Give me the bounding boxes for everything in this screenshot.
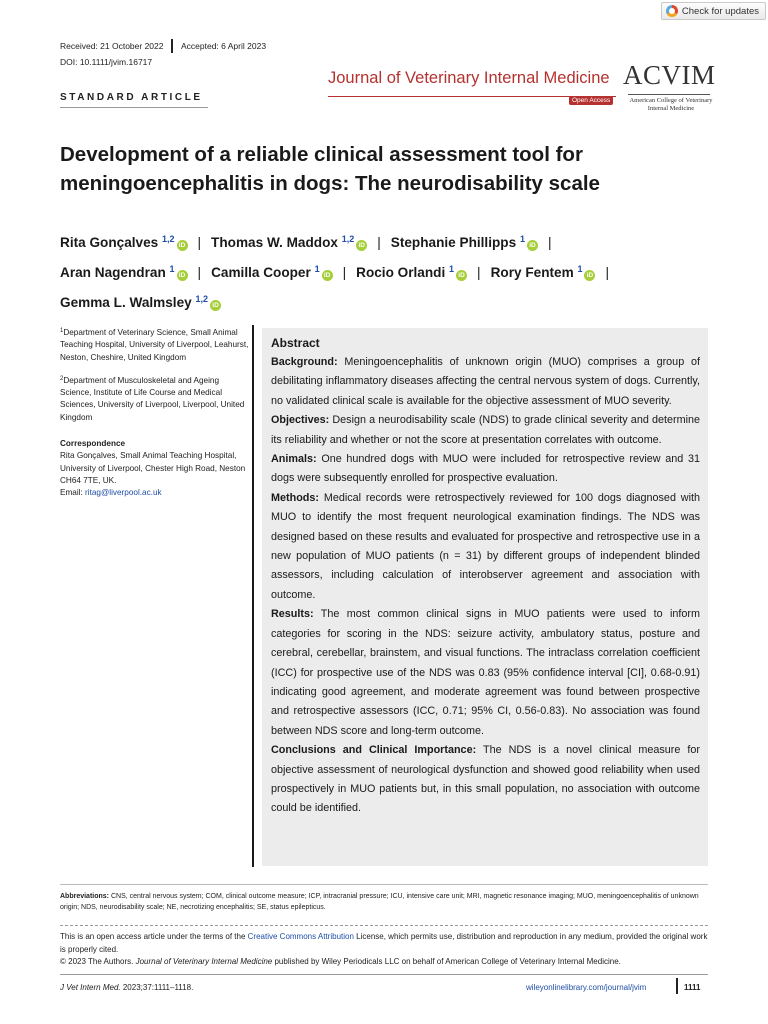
orcid-icon[interactable]: iD (177, 240, 188, 251)
author-separator: | (197, 235, 202, 250)
author-separator: | (197, 265, 202, 280)
article-type-rule (60, 107, 208, 108)
affiliation-marker[interactable]: 1 (519, 234, 525, 244)
abstract-section: Objectives: Design a neurodisability scale (NDS) to grade clinical severity and determine its reliability and whether or not the score at presentation correlates with outcome. (271, 414, 700, 446)
citation: J Vet Intern Med. 2023;37:1111–1118. (60, 983, 194, 992)
author[interactable]: Rocio Orlandi $^1$iD (356, 265, 467, 280)
orcid-icon[interactable]: iD (356, 240, 367, 251)
orcid-icon[interactable]: iD (527, 240, 538, 251)
article-title: Development of a reliable clinical assessment tool for meningoencephalitis in dogs: The neurodisability scale (60, 143, 600, 195)
abstract-section: Methods: Medical records were retrospectively reviewed for 100 dogs diagnosed with MUO to identify the most frequent neurological examination findings. The NDS was designed based on these results and evaluated for prospective and retrospective use in a new population of MUO patients (n = 31) by different groups of independent blinded assessors, including calculation of interobserver agreement and association with outcome. (271, 491, 700, 601)
author-separator: | (605, 265, 609, 280)
license-rule (60, 925, 708, 926)
author-separator: | (477, 265, 481, 280)
correspondence-heading: Correspondence (60, 439, 126, 449)
author-separator: | (377, 235, 381, 250)
author-separator: | (342, 265, 347, 280)
orcid-icon[interactable]: iD (177, 270, 188, 281)
crossmark-icon (666, 5, 678, 17)
acvim-logo: ACVIM (623, 60, 716, 90)
affiliation: $^2$Department of Musculoskeletal and Ageing Science, Institute of Life Course and Medical Sciences, University of Liverpool, Liverpool, United Kingdom (60, 375, 245, 422)
affiliation-marker[interactable]: 1 (169, 264, 175, 274)
journal-url-link[interactable]: wileyonlinelibrary.com/journal/jvim (526, 983, 647, 992)
page-number: 1111 (684, 983, 701, 992)
check-for-updates-button[interactable] (661, 2, 766, 20)
abstract-divider (252, 325, 254, 867)
author[interactable]: Rita Gonçalves $^{1,2}$iD (60, 235, 188, 250)
orcid-icon[interactable]: iD (210, 300, 221, 311)
accepted-date: Accepted: 6 April 2023 (180, 41, 267, 51)
affiliations-sidebar (60, 325, 250, 509)
footer-separator (676, 978, 678, 994)
author[interactable]: Rory Fentem $^1$iD (491, 265, 596, 280)
affiliation: $^1$Department of Veterinary Science, Small Animal Teaching Hospital, University of Liverpool, Leahurst, Neston, Cheshire, United Kingdom (60, 328, 249, 362)
author[interactable]: Camilla Cooper $^1$iD (211, 265, 333, 280)
email-label: Email: (60, 488, 86, 498)
acvim-logo-rule (628, 94, 710, 95)
open-access-badge: Open Access (569, 96, 613, 105)
article-dates (60, 39, 266, 53)
affiliation-marker[interactable]: 1,2 (341, 234, 355, 244)
correspondence (60, 438, 250, 499)
affiliation-marker[interactable]: 1 (449, 264, 455, 274)
author[interactable]: Aran Nagendran $^1$iD (60, 265, 188, 280)
author-list (60, 226, 720, 316)
abstract-section: Animals: One hundred dogs with MUO were included for retrospective review and 31 dogs were subsequently enrolled for prospective evaluation. (271, 453, 701, 485)
article-type: STANDARD ARTICLE (60, 92, 203, 103)
received-date: Received: 21 October 2022 (60, 41, 164, 51)
acvim-logo-subtitle: American College of Veterinary Internal Medicine (629, 97, 713, 112)
author-separator: | (547, 235, 552, 250)
footer-rule (60, 974, 708, 975)
affiliation-marker[interactable]: 1,2 (195, 294, 209, 304)
journal-name: Journal of Veterinary Internal Medicine (328, 69, 610, 87)
abstract (271, 334, 700, 819)
affiliation-marker[interactable]: 1 (314, 264, 320, 274)
author[interactable]: Stephanie Phillipps $^1$iD (391, 235, 538, 250)
author[interactable]: Gemma L. Walmsley $^{1,2}$iD (60, 295, 221, 310)
affiliation-marker[interactable]: 1,2 (162, 234, 175, 244)
doi: DOI: 10.1111/jvim.16717 (60, 57, 153, 67)
abstract-heading: Abstract (271, 336, 320, 350)
date-separator (171, 39, 173, 53)
license-link[interactable]: Creative Commons Attribution (247, 932, 354, 941)
abstract-section: Background: Meningoencephalitis of unknown origin (MUO) comprises a group of debilitating inflammatory diseases affecting the central nervous system of dogs. Currently, no validated clinical scale is available for the objective assessment of MUO severity. (271, 356, 700, 407)
affiliation-marker[interactable]: 1 (577, 264, 583, 274)
license: This is an open access article under the terms of the Creative Commons Attribution License, which permits use, distribution and reproduction in any medium, provided the original work is properly cited. © 2023 The Authors. Journal of Veterinary Internal Medicine published by Wiley Periodicals LLC on behalf of American College of Veterinary Internal Medicine. (60, 932, 708, 967)
email-link[interactable]: ritag@liverpool.ac.uk (85, 488, 162, 498)
abbreviations: Abbreviations: CNS, central nervous system; COM, clinical outcome measure; ICP, intracranial pressure; ICU, intensive care unit; MRI, magnetic resonance imaging; MUO, meningoencephalitis of unknown origin; NDS, neurodisability scale; NE, necrotizing encephalitis; SE, status epilepticus. (60, 893, 699, 911)
abstract-section: Conclusions and Clinical Importance: The NDS is a novel clinical measure for objective assessment of neurological dysfunction and showed good reliability when used prospectively in MUO patients but, in this small population, no association with outcome could be identified. (271, 744, 700, 815)
author[interactable]: Thomas W. Maddox $^{1,2}$iD (211, 235, 367, 250)
correspondence-address: Rita Gonçalves, Small Animal Teaching Hospital, University of Liverpool, Chester High Road, Neston CH64 7TE, UK. (60, 451, 246, 485)
orcid-icon[interactable]: iD (322, 270, 333, 281)
check-for-updates-label: Check for updates (681, 5, 759, 17)
orcid-icon[interactable]: iD (456, 270, 467, 281)
abstract-section: Results: The most common clinical signs in MUO patients were used to inform categories for scoring in the NDS: seizure activity, ambulatory status, posture and cerebral, cerebellar, brainstem, and visual functions. The intraclass correlation coefficient (ICC) for prospective use of the NDS was 0.83 (95% confidence interval [CI], 0.68-0.91) indicating good agreement, and moderate agreement was found between prospective and retrospective assessors (ICC, 0.71; 95% CI, 0.56-0.83). No association was found between NDS score and long-term outcome. (271, 608, 700, 737)
abbreviations-rule (60, 884, 708, 885)
orcid-icon[interactable]: iD (584, 270, 595, 281)
